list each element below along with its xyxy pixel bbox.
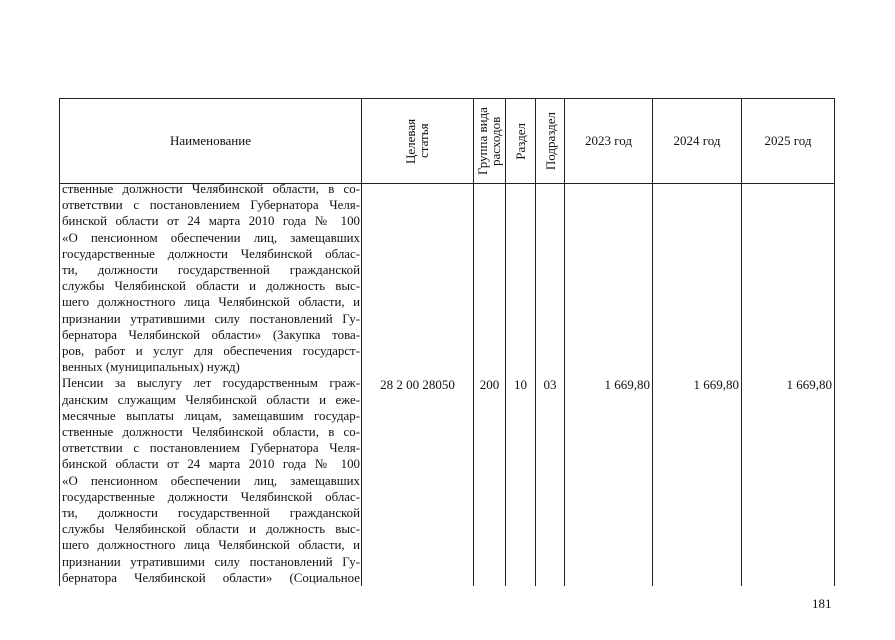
name-line: ти, должности государственной гражданской: [62, 263, 360, 278]
name-line: «О пенсионном обеспечении лиц, замещавших: [62, 230, 360, 245]
name-line: бернатора Челябинской области» (Социальное: [62, 570, 360, 585]
name-line: службы Челябинской области и должность выс-: [62, 522, 360, 537]
name-cell: [60, 184, 362, 587]
name-line: ответствии с постановлением Губернатора Челя-: [62, 441, 360, 456]
value-2025-cell: 1 669,80: [742, 184, 835, 587]
name-line: бинской области от 24 марта 2010 года № 100: [62, 214, 360, 229]
name-line: службы Челябинской области и должность выс-: [62, 279, 360, 294]
name-line: признании утратившими силу постановлений Гу-: [62, 311, 360, 326]
name-line: ти, должности государственной гражданской: [62, 506, 360, 521]
header-year-2024: 2024 год: [653, 99, 742, 184]
name-line: ственные должности Челябинской области, в со-: [62, 425, 360, 440]
name-line: бернатора Челябинской области» (Закупка това-: [62, 327, 360, 342]
name-line: «О пенсионном обеспечении лиц, замещавших: [62, 473, 360, 488]
name-line: ственные должности Челябинской области, в со-: [62, 183, 360, 196]
name-line: месячные выплаты лицам, замещавшим государ-: [62, 408, 360, 423]
table-row: [60, 184, 835, 587]
page-number: 181: [812, 596, 832, 611]
name-text: [62, 184, 360, 587]
name-line: государственные должности Челябинской облас-: [62, 246, 360, 261]
name-line: венных (муниципальных) нужд): [62, 360, 240, 375]
section-cell: 10: [506, 184, 536, 587]
header-year-2025: 2025 год: [742, 99, 835, 184]
name-line: признании утратившими силу постановлений Гу-: [62, 554, 360, 569]
name-line: ответствии с постановлением Губернатора Челя-: [62, 198, 360, 213]
name-line: ров, работ и услуг для обеспечения государст-: [62, 344, 360, 359]
name-line: данским служащим Челябинской области и еже-: [62, 392, 360, 407]
value-2024-cell: 1 669,80: [653, 184, 742, 587]
header-section: Раздел: [506, 99, 536, 184]
header-subsection: Подраздел: [536, 99, 565, 184]
name-line: государственные должности Челябинской облас-: [62, 489, 360, 504]
target-article-cell: 28 2 00 28050: [362, 184, 474, 587]
expense-group-cell: 200: [474, 184, 506, 587]
header-year-2023: 2023 год: [565, 99, 653, 184]
name-line: шего должностного лица Челябинской области, и: [62, 295, 360, 310]
header-expense-group: Группа вида расходов: [474, 99, 506, 184]
subsection-cell: 03: [536, 184, 565, 587]
budget-table: [59, 98, 835, 586]
name-line: шего должностного лица Челябинской области, и: [62, 538, 360, 553]
name-line: Пенсии за выслугу лет государственным граж-: [62, 376, 360, 391]
header-target-article: Целевая статья: [362, 99, 474, 184]
header-name: Наименование: [60, 99, 362, 184]
name-line: бинской области от 24 марта 2010 года № 100: [62, 457, 360, 472]
value-2023-cell: 1 669,80: [565, 184, 653, 587]
table-header-row: [60, 99, 835, 184]
